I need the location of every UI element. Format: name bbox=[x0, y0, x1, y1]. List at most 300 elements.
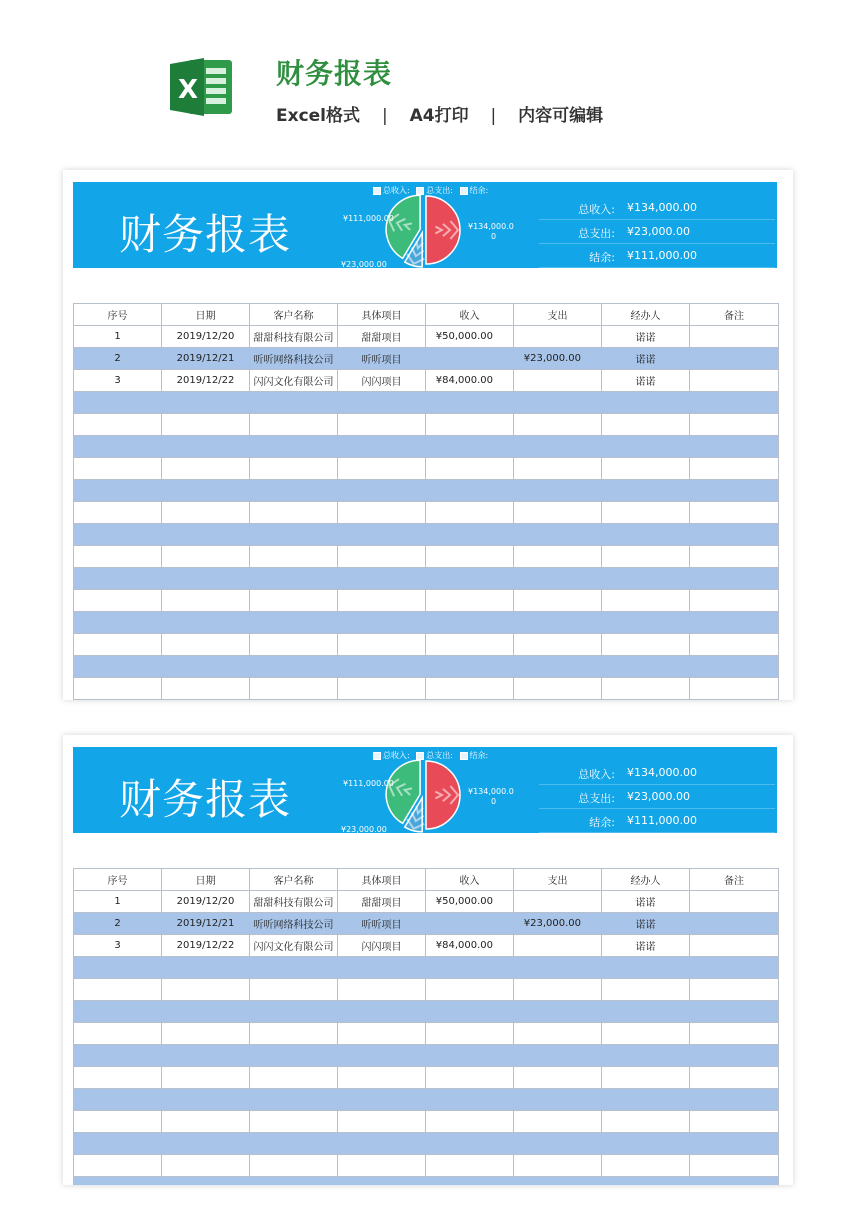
table-cell[interactable] bbox=[162, 612, 250, 634]
table-cell[interactable] bbox=[162, 957, 250, 979]
table-cell[interactable]: 2019/12/21 bbox=[162, 348, 250, 370]
table-cell[interactable] bbox=[338, 458, 426, 480]
table-cell[interactable] bbox=[426, 678, 514, 700]
table-cell[interactable] bbox=[250, 612, 338, 634]
excel-icon bbox=[170, 56, 234, 118]
table-cell[interactable] bbox=[426, 913, 514, 935]
legend-swatch bbox=[373, 187, 381, 195]
table-cell[interactable] bbox=[162, 634, 250, 656]
table-cell[interactable] bbox=[162, 502, 250, 524]
table-cell[interactable] bbox=[162, 524, 250, 546]
table-cell[interactable] bbox=[338, 979, 426, 1001]
table-cell[interactable] bbox=[602, 524, 690, 546]
table-cell[interactable] bbox=[690, 524, 779, 546]
table-cell[interactable] bbox=[250, 524, 338, 546]
table-cell[interactable] bbox=[690, 1089, 779, 1111]
table-cell[interactable] bbox=[250, 392, 338, 414]
table-cell[interactable] bbox=[426, 524, 514, 546]
table-cell[interactable] bbox=[338, 436, 426, 458]
table-row bbox=[74, 935, 779, 957]
table-cell[interactable] bbox=[690, 502, 779, 524]
legend-income: 总收入: bbox=[383, 751, 410, 760]
table-cell[interactable] bbox=[690, 1177, 779, 1186]
table-cell[interactable] bbox=[690, 1045, 779, 1067]
table-cell[interactable] bbox=[514, 979, 602, 1001]
table-cell[interactable] bbox=[338, 678, 426, 700]
table-cell[interactable] bbox=[250, 568, 338, 590]
table-cell[interactable] bbox=[338, 1133, 426, 1155]
summary-value: ¥134,000.00 bbox=[627, 201, 697, 214]
finance-table bbox=[73, 868, 779, 1185]
table-cell[interactable] bbox=[602, 414, 690, 436]
table-cell[interactable]: 甜甜科技有限公司 bbox=[250, 891, 338, 913]
table-cell[interactable] bbox=[338, 546, 426, 568]
table-cell[interactable] bbox=[338, 1111, 426, 1133]
table-cell[interactable] bbox=[514, 546, 602, 568]
table-cell[interactable] bbox=[250, 458, 338, 480]
summary-row-expense bbox=[539, 785, 775, 809]
table-cell[interactable] bbox=[162, 656, 250, 678]
table-cell[interactable] bbox=[602, 1089, 690, 1111]
table-cell[interactable] bbox=[426, 436, 514, 458]
table-cell[interactable] bbox=[74, 568, 162, 590]
summary-value: ¥134,000.00 bbox=[627, 766, 697, 779]
table-cell[interactable] bbox=[74, 1111, 162, 1133]
table-cell[interactable]: ¥23,000.00 bbox=[514, 913, 602, 935]
table-cell[interactable] bbox=[162, 480, 250, 502]
table-cell[interactable] bbox=[162, 590, 250, 612]
table-cell[interactable] bbox=[74, 436, 162, 458]
table-cell[interactable] bbox=[162, 1001, 250, 1023]
table-cell[interactable] bbox=[74, 634, 162, 656]
table-cell[interactable] bbox=[250, 546, 338, 568]
table-cell[interactable]: ¥23,000.00 bbox=[514, 348, 602, 370]
table-cell[interactable]: 诺诺 bbox=[602, 935, 690, 957]
table-cell[interactable] bbox=[602, 634, 690, 656]
table-cell[interactable] bbox=[514, 436, 602, 458]
legend-balance: 结余: bbox=[469, 186, 489, 195]
table-cell[interactable] bbox=[514, 1177, 602, 1186]
separator: | bbox=[490, 106, 497, 126]
table-cell[interactable] bbox=[162, 414, 250, 436]
table-cell[interactable] bbox=[250, 480, 338, 502]
table-row bbox=[74, 979, 779, 1001]
table-cell[interactable] bbox=[426, 414, 514, 436]
table-cell[interactable] bbox=[690, 326, 779, 348]
table-cell[interactable] bbox=[250, 436, 338, 458]
table-cell[interactable] bbox=[162, 1023, 250, 1045]
separator: | bbox=[381, 106, 388, 126]
table-row bbox=[74, 1155, 779, 1177]
table-cell[interactable]: 1 bbox=[74, 326, 162, 348]
feature-editable: 内容可编辑 bbox=[518, 106, 604, 126]
table-cell[interactable] bbox=[74, 1023, 162, 1045]
table-cell[interactable] bbox=[426, 1067, 514, 1089]
table-cell[interactable] bbox=[514, 612, 602, 634]
table-cell[interactable]: 2019/12/22 bbox=[162, 935, 250, 957]
table-cell[interactable] bbox=[602, 392, 690, 414]
table-cell[interactable] bbox=[602, 436, 690, 458]
table-cell[interactable] bbox=[690, 612, 779, 634]
table-cell[interactable] bbox=[338, 1001, 426, 1023]
table-cell[interactable] bbox=[74, 546, 162, 568]
table-cell[interactable] bbox=[74, 458, 162, 480]
table-cell[interactable] bbox=[250, 1023, 338, 1045]
table-cell[interactable] bbox=[602, 656, 690, 678]
table-cell[interactable] bbox=[602, 590, 690, 612]
table-cell[interactable] bbox=[162, 1067, 250, 1089]
table-cell[interactable] bbox=[338, 957, 426, 979]
table-cell[interactable] bbox=[74, 1045, 162, 1067]
table-cell[interactable] bbox=[162, 568, 250, 590]
table-cell[interactable]: 甜甜项目 bbox=[338, 326, 426, 348]
table-cell[interactable] bbox=[690, 348, 779, 370]
table-cell[interactable] bbox=[690, 891, 779, 913]
table-cell[interactable] bbox=[690, 436, 779, 458]
table-cell[interactable] bbox=[426, 1089, 514, 1111]
table-cell[interactable] bbox=[602, 1177, 690, 1186]
table-cell[interactable] bbox=[602, 1133, 690, 1155]
table-cell[interactable] bbox=[602, 458, 690, 480]
table-cell[interactable] bbox=[426, 502, 514, 524]
table-cell[interactable] bbox=[690, 414, 779, 436]
table-cell[interactable] bbox=[690, 392, 779, 414]
table-cell[interactable] bbox=[690, 979, 779, 1001]
table-cell[interactable] bbox=[426, 1111, 514, 1133]
table-cell[interactable] bbox=[338, 392, 426, 414]
table-cell[interactable] bbox=[74, 524, 162, 546]
table-cell[interactable] bbox=[426, 392, 514, 414]
table-cell[interactable] bbox=[426, 656, 514, 678]
table-row bbox=[74, 568, 779, 590]
table-cell[interactable] bbox=[690, 935, 779, 957]
table-cell[interactable] bbox=[514, 1155, 602, 1177]
table-cell[interactable] bbox=[690, 546, 779, 568]
table-cell[interactable] bbox=[602, 1067, 690, 1089]
table-cell[interactable] bbox=[426, 568, 514, 590]
table-cell[interactable] bbox=[514, 414, 602, 436]
table-cell[interactable] bbox=[602, 957, 690, 979]
table-cell[interactable] bbox=[602, 612, 690, 634]
table-cell[interactable]: 甜甜项目 bbox=[338, 891, 426, 913]
table-cell[interactable] bbox=[74, 678, 162, 700]
table-cell[interactable] bbox=[338, 634, 426, 656]
table-row bbox=[74, 502, 779, 524]
summary-row-income bbox=[539, 196, 775, 220]
table-cell[interactable] bbox=[162, 1177, 250, 1186]
table-header-row bbox=[74, 304, 779, 326]
svg-text:X: X bbox=[178, 75, 199, 105]
table-cell[interactable] bbox=[74, 957, 162, 979]
feature-format: Excel格式 bbox=[276, 106, 361, 126]
table-cell[interactable] bbox=[250, 502, 338, 524]
table-cell[interactable] bbox=[602, 1111, 690, 1133]
table-cell[interactable] bbox=[74, 480, 162, 502]
table-cell[interactable] bbox=[74, 1089, 162, 1111]
table-cell[interactable] bbox=[338, 612, 426, 634]
report-sheet-1 bbox=[63, 170, 793, 700]
table-cell[interactable] bbox=[338, 590, 426, 612]
table-cell[interactable]: 诺诺 bbox=[602, 348, 690, 370]
table-cell[interactable] bbox=[338, 502, 426, 524]
table-cell[interactable] bbox=[250, 1177, 338, 1186]
table-cell[interactable] bbox=[74, 1067, 162, 1089]
table-cell[interactable] bbox=[602, 1001, 690, 1023]
table-cell[interactable] bbox=[602, 979, 690, 1001]
table-cell[interactable]: 诺诺 bbox=[602, 913, 690, 935]
table-cell[interactable] bbox=[514, 1067, 602, 1089]
table-cell[interactable] bbox=[74, 590, 162, 612]
column-header: 备注 bbox=[690, 304, 779, 326]
table-cell[interactable] bbox=[162, 1045, 250, 1067]
table-cell[interactable] bbox=[514, 1111, 602, 1133]
table-cell[interactable]: 2 bbox=[74, 913, 162, 935]
table-cell[interactable]: 听听网络科技公司 bbox=[250, 913, 338, 935]
table-cell[interactable] bbox=[250, 678, 338, 700]
table-cell[interactable]: 甜甜科技有限公司 bbox=[250, 326, 338, 348]
table-cell[interactable] bbox=[426, 1177, 514, 1186]
pie-label-balance: ¥111,000.00 bbox=[343, 779, 394, 788]
table-cell[interactable] bbox=[426, 590, 514, 612]
table-cell[interactable] bbox=[690, 370, 779, 392]
table-cell[interactable] bbox=[162, 1155, 250, 1177]
table-cell[interactable] bbox=[426, 957, 514, 979]
table-row bbox=[74, 957, 779, 979]
table-cell[interactable] bbox=[426, 612, 514, 634]
table-cell[interactable] bbox=[250, 1111, 338, 1133]
table-cell[interactable]: ¥84,000.00 bbox=[426, 370, 514, 392]
table-cell[interactable] bbox=[602, 502, 690, 524]
table-cell[interactable] bbox=[162, 546, 250, 568]
table-cell[interactable] bbox=[74, 979, 162, 1001]
table-cell[interactable] bbox=[162, 458, 250, 480]
table-cell[interactable] bbox=[338, 1089, 426, 1111]
table-cell[interactable] bbox=[426, 1155, 514, 1177]
table-row bbox=[74, 1067, 779, 1089]
table-cell[interactable] bbox=[250, 1133, 338, 1155]
table-cell[interactable] bbox=[690, 913, 779, 935]
table-cell[interactable] bbox=[426, 979, 514, 1001]
table-cell[interactable] bbox=[250, 634, 338, 656]
summary-label: 总支出: bbox=[578, 792, 615, 805]
table-body bbox=[74, 891, 779, 1186]
table-cell[interactable] bbox=[514, 392, 602, 414]
table-cell[interactable] bbox=[514, 1001, 602, 1023]
table-cell[interactable]: 闪闪文化有限公司 bbox=[250, 935, 338, 957]
table-cell[interactable] bbox=[338, 1177, 426, 1186]
table-cell[interactable] bbox=[514, 590, 602, 612]
table-cell[interactable] bbox=[74, 414, 162, 436]
table-cell[interactable] bbox=[690, 1133, 779, 1155]
table-cell[interactable] bbox=[514, 458, 602, 480]
table-cell[interactable] bbox=[690, 480, 779, 502]
table-cell[interactable] bbox=[74, 392, 162, 414]
table-cell[interactable]: 听听项目 bbox=[338, 348, 426, 370]
table-cell[interactable] bbox=[514, 656, 602, 678]
table-cell[interactable] bbox=[602, 1045, 690, 1067]
column-header: 支出 bbox=[514, 304, 602, 326]
table-cell[interactable] bbox=[250, 979, 338, 1001]
table-cell[interactable]: 诺诺 bbox=[602, 370, 690, 392]
table-cell[interactable]: 闪闪项目 bbox=[338, 935, 426, 957]
column-header: 备注 bbox=[690, 869, 779, 891]
column-header: 序号 bbox=[74, 304, 162, 326]
table-cell[interactable] bbox=[250, 1089, 338, 1111]
table-cell[interactable]: 2019/12/21 bbox=[162, 913, 250, 935]
table-cell[interactable] bbox=[250, 1045, 338, 1067]
table-cell[interactable] bbox=[690, 1111, 779, 1133]
table-row bbox=[74, 348, 779, 370]
pie-label-expense: ¥23,000.00 bbox=[341, 260, 387, 269]
table-row bbox=[74, 1111, 779, 1133]
column-header: 收入 bbox=[426, 304, 514, 326]
table-cell[interactable] bbox=[514, 1133, 602, 1155]
table-cell[interactable] bbox=[602, 678, 690, 700]
summary-box bbox=[539, 761, 775, 833]
table-cell[interactable] bbox=[250, 590, 338, 612]
table-cell[interactable] bbox=[74, 1133, 162, 1155]
table-cell[interactable] bbox=[690, 590, 779, 612]
table-cell[interactable]: 1 bbox=[74, 891, 162, 913]
table-cell[interactable] bbox=[690, 678, 779, 700]
table-cell[interactable] bbox=[338, 480, 426, 502]
table-cell[interactable] bbox=[162, 979, 250, 1001]
table-cell[interactable] bbox=[250, 1155, 338, 1177]
table-cell[interactable] bbox=[602, 1023, 690, 1045]
legend-expense: 总支出: bbox=[426, 751, 453, 760]
table-cell[interactable] bbox=[338, 1023, 426, 1045]
table-cell[interactable] bbox=[250, 1001, 338, 1023]
table-cell[interactable] bbox=[338, 1067, 426, 1089]
table-cell[interactable] bbox=[426, 1001, 514, 1023]
table-cell[interactable] bbox=[514, 891, 602, 913]
table-cell[interactable] bbox=[74, 1155, 162, 1177]
finance-table bbox=[73, 303, 779, 700]
table-cell[interactable] bbox=[690, 1001, 779, 1023]
table-cell[interactable] bbox=[250, 1067, 338, 1089]
table-cell[interactable] bbox=[74, 1001, 162, 1023]
table-cell[interactable]: 3 bbox=[74, 935, 162, 957]
summary-label: 总支出: bbox=[578, 227, 615, 240]
table-cell[interactable]: 3 bbox=[74, 370, 162, 392]
table-cell[interactable] bbox=[514, 480, 602, 502]
table-cell[interactable]: 2 bbox=[74, 348, 162, 370]
table-cell[interactable] bbox=[514, 568, 602, 590]
table-cell[interactable] bbox=[338, 1155, 426, 1177]
table-cell[interactable]: 诺诺 bbox=[602, 891, 690, 913]
table-cell[interactable] bbox=[162, 1111, 250, 1133]
table-cell[interactable] bbox=[426, 1133, 514, 1155]
table-cell[interactable] bbox=[690, 568, 779, 590]
table-cell[interactable] bbox=[162, 392, 250, 414]
table-cell[interactable]: ¥50,000.00 bbox=[426, 891, 514, 913]
table-cell[interactable] bbox=[690, 656, 779, 678]
table-row bbox=[74, 612, 779, 634]
legend-balance: 结余: bbox=[469, 751, 489, 760]
table-cell[interactable] bbox=[426, 1023, 514, 1045]
table-cell[interactable] bbox=[426, 634, 514, 656]
summary-box bbox=[539, 196, 775, 268]
table-cell[interactable] bbox=[602, 480, 690, 502]
pie-chart bbox=[383, 755, 463, 835]
table-cell[interactable] bbox=[690, 1067, 779, 1089]
table-cell[interactable]: 诺诺 bbox=[602, 326, 690, 348]
table-cell[interactable] bbox=[514, 370, 602, 392]
table-cell[interactable] bbox=[690, 1155, 779, 1177]
legend-income: 总收入: bbox=[383, 186, 410, 195]
table-cell[interactable]: ¥84,000.00 bbox=[426, 935, 514, 957]
table-cell[interactable] bbox=[74, 1177, 162, 1186]
table-cell[interactable]: ¥50,000.00 bbox=[426, 326, 514, 348]
table-cell[interactable] bbox=[690, 634, 779, 656]
table-cell[interactable] bbox=[514, 957, 602, 979]
table-row bbox=[74, 913, 779, 935]
table-cell[interactable] bbox=[162, 1089, 250, 1111]
table-cell[interactable] bbox=[514, 634, 602, 656]
table-cell[interactable] bbox=[250, 414, 338, 436]
table-row bbox=[74, 1089, 779, 1111]
table-cell[interactable] bbox=[602, 546, 690, 568]
table-cell[interactable] bbox=[162, 1133, 250, 1155]
pie-label-balance: ¥111,000.00 bbox=[343, 214, 394, 223]
table-cell[interactable]: 闪闪项目 bbox=[338, 370, 426, 392]
table-row bbox=[74, 524, 779, 546]
table-cell[interactable] bbox=[338, 524, 426, 546]
table-cell[interactable] bbox=[426, 348, 514, 370]
column-header: 序号 bbox=[74, 869, 162, 891]
table-cell[interactable] bbox=[426, 1045, 514, 1067]
table-cell[interactable] bbox=[426, 480, 514, 502]
feature-print: A4打印 bbox=[409, 106, 469, 126]
table-cell[interactable] bbox=[74, 502, 162, 524]
table-cell[interactable]: 听听网络科技公司 bbox=[250, 348, 338, 370]
table-cell[interactable] bbox=[514, 678, 602, 700]
table-cell[interactable]: 2019/12/20 bbox=[162, 326, 250, 348]
table-cell[interactable]: 2019/12/20 bbox=[162, 891, 250, 913]
table-cell[interactable] bbox=[514, 935, 602, 957]
table-cell[interactable] bbox=[690, 957, 779, 979]
table-cell[interactable] bbox=[426, 458, 514, 480]
table-cell[interactable] bbox=[338, 568, 426, 590]
table-row bbox=[74, 678, 779, 700]
table-cell[interactable] bbox=[602, 568, 690, 590]
table-cell[interactable] bbox=[250, 957, 338, 979]
table-cell[interactable] bbox=[162, 436, 250, 458]
table-cell[interactable] bbox=[338, 656, 426, 678]
table-cell[interactable] bbox=[602, 1155, 690, 1177]
table-cell[interactable] bbox=[514, 524, 602, 546]
table-cell[interactable] bbox=[514, 1045, 602, 1067]
table-cell[interactable]: 2019/12/22 bbox=[162, 370, 250, 392]
table-cell[interactable] bbox=[690, 1023, 779, 1045]
table-header-row bbox=[74, 869, 779, 891]
table-cell[interactable] bbox=[514, 1089, 602, 1111]
table-cell[interactable] bbox=[162, 678, 250, 700]
table-cell[interactable] bbox=[250, 656, 338, 678]
table-cell[interactable]: 闪闪文化有限公司 bbox=[250, 370, 338, 392]
table-cell[interactable] bbox=[514, 502, 602, 524]
table-cell[interactable]: 听听项目 bbox=[338, 913, 426, 935]
table-cell[interactable] bbox=[74, 612, 162, 634]
table-cell[interactable] bbox=[426, 546, 514, 568]
legend-expense: 总支出: bbox=[426, 186, 453, 195]
table-cell[interactable] bbox=[514, 1023, 602, 1045]
table-cell[interactable] bbox=[338, 414, 426, 436]
table-cell[interactable] bbox=[74, 656, 162, 678]
table-cell[interactable] bbox=[690, 458, 779, 480]
table-cell[interactable] bbox=[514, 326, 602, 348]
table-cell[interactable] bbox=[338, 1045, 426, 1067]
